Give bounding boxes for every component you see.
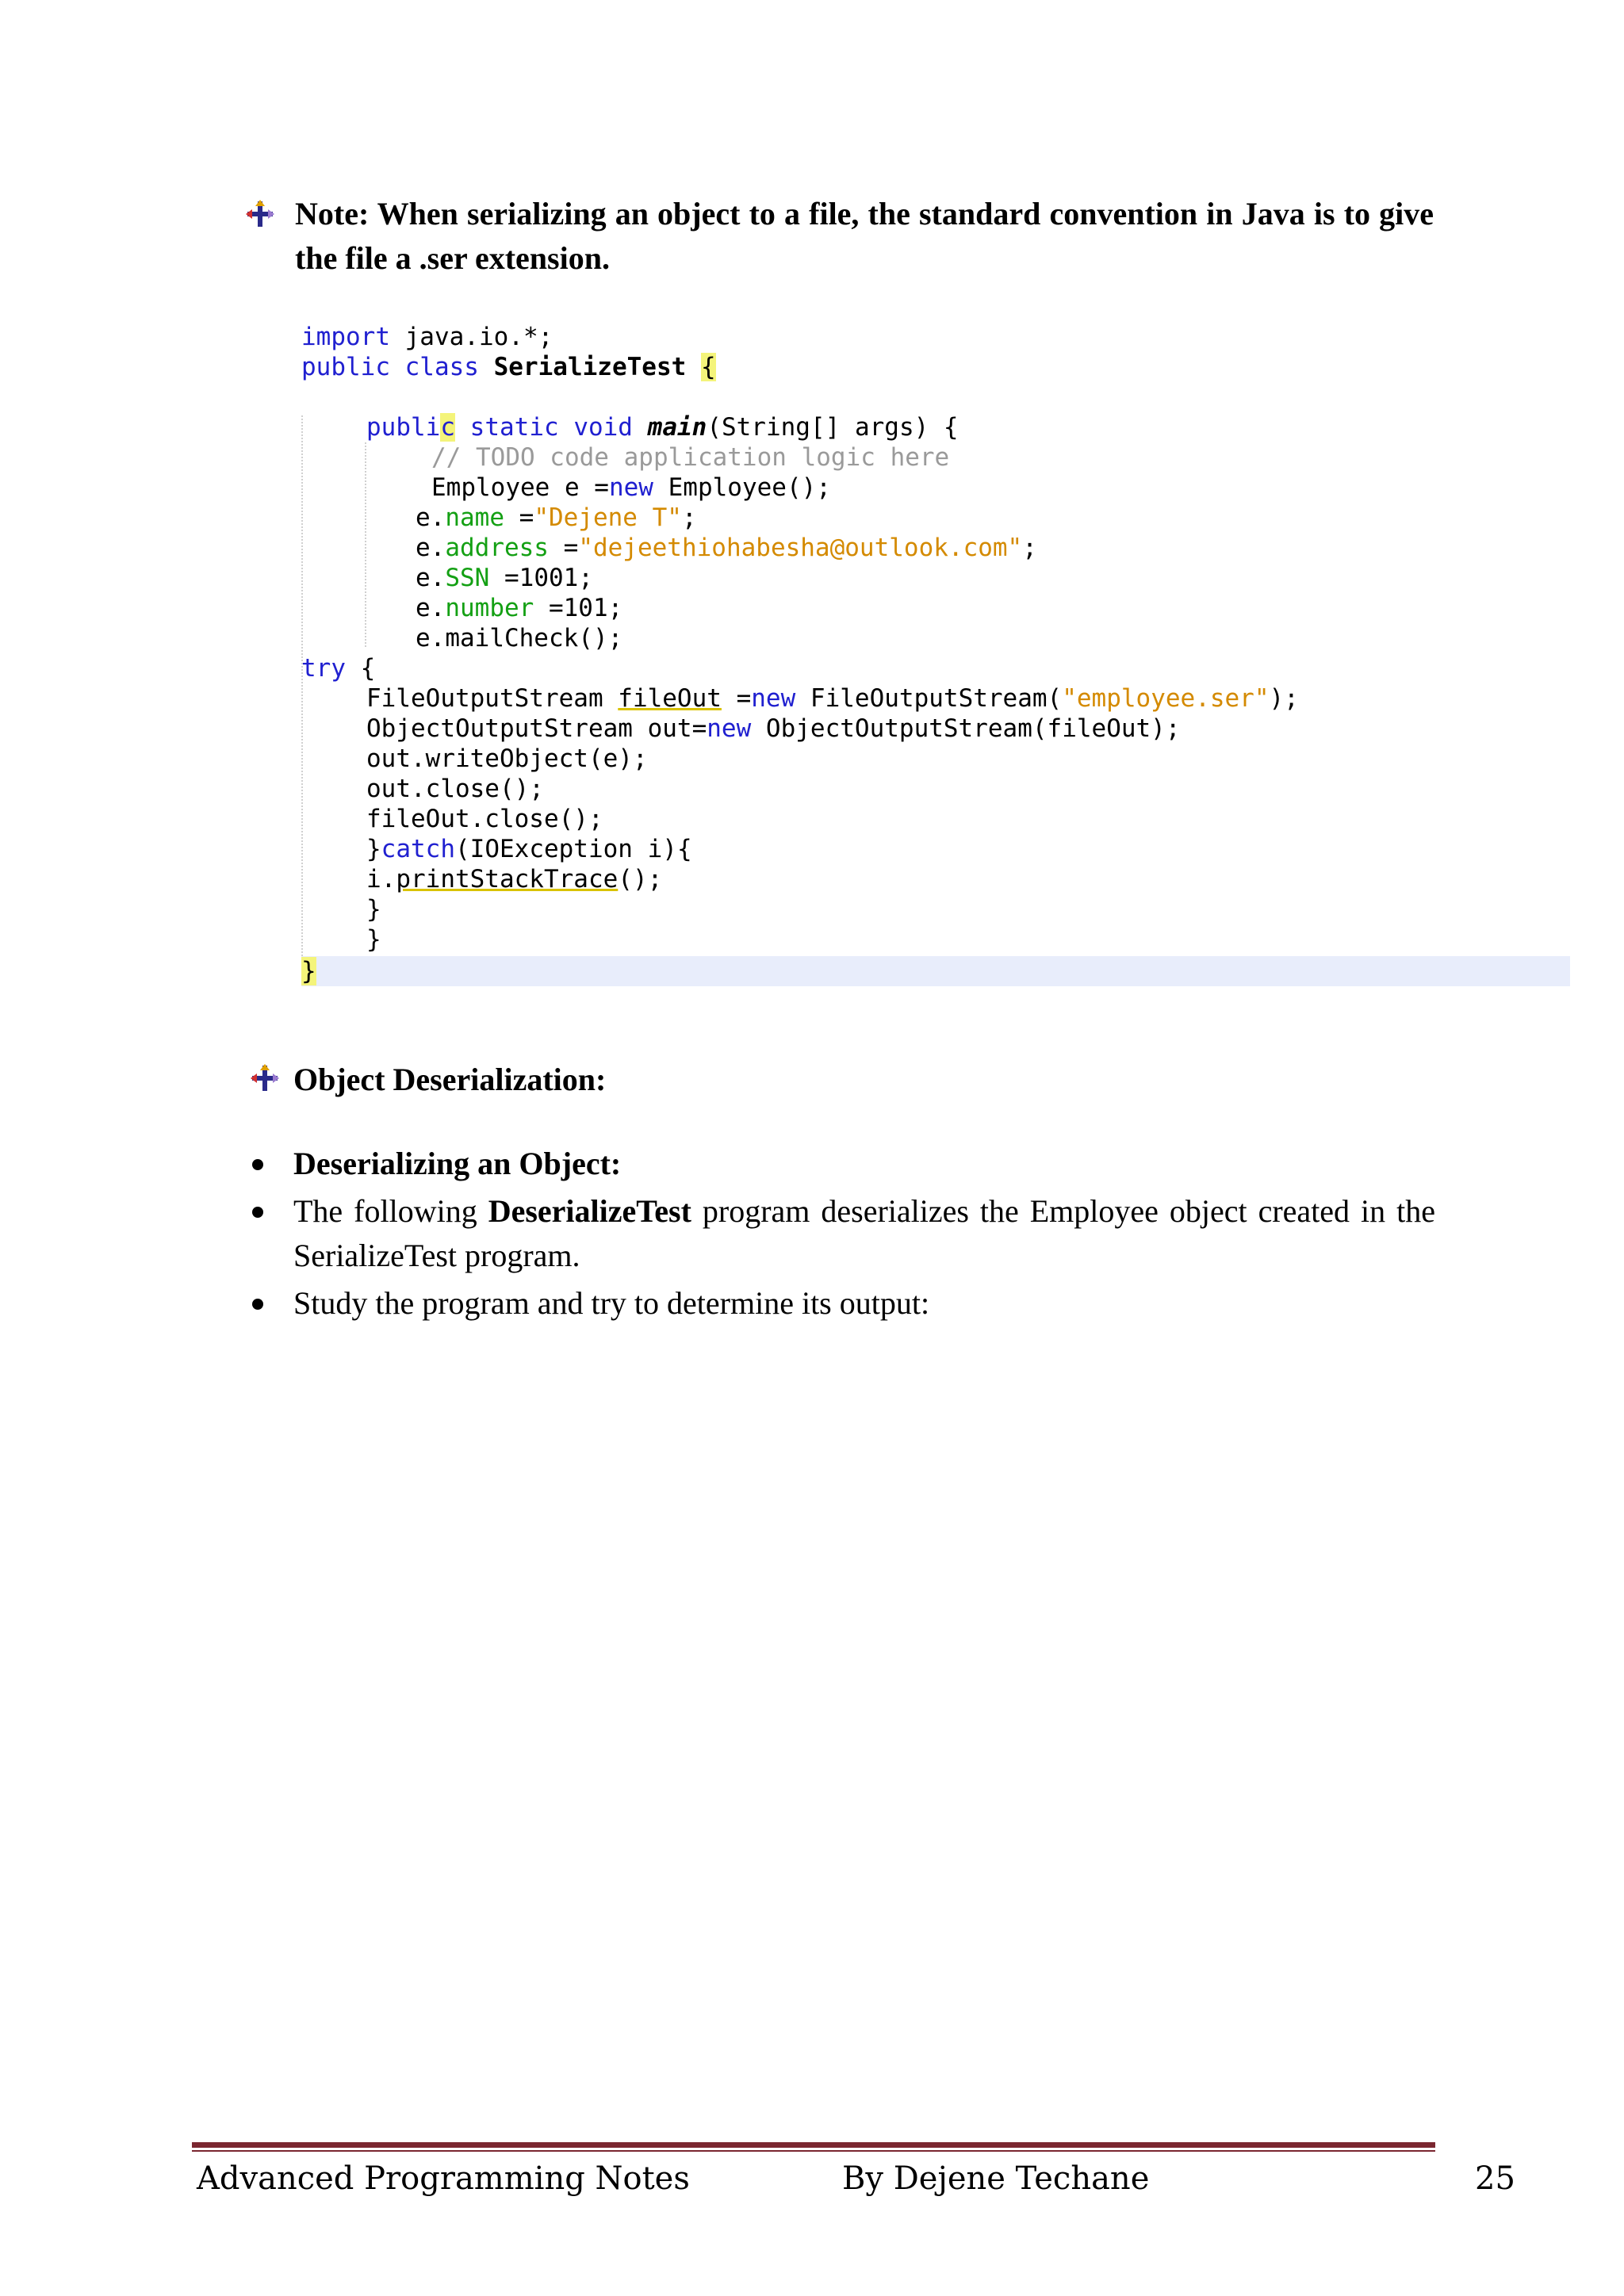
page-number: 25 [1475, 2160, 1515, 2197]
code-line: e.mailCheck(); [416, 624, 623, 652]
code-line: import java.io.*; [301, 323, 553, 351]
code-line: FileOutputStream fileOut =new FileOutputStream("employee.ser"); [366, 684, 1299, 713]
code-line: e.SSN =1001; [416, 564, 593, 592]
code-line: ObjectOutputStream out=new ObjectOutputStream(fileOut); [366, 714, 1181, 743]
code-line: fileOut.close(); [366, 805, 603, 833]
footer-title: Advanced Programming Notes [197, 2160, 690, 2197]
arrow-bullet-icon [251, 1064, 279, 1093]
code-line: public class SerializeTest { [301, 353, 716, 381]
bullet-list [246, 1142, 1435, 1329]
code-gutter-guide-inner [365, 442, 366, 647]
serialization-note: Note: When serializing an object to a file, the standard convention in Java is to give the file a .ser extension. [295, 196, 1434, 276]
code-line: out.writeObject(e); [366, 744, 648, 773]
list-item: The following DeserializeTest program deserializes the Employee object created in the SerializeTest program. [246, 1189, 1435, 1278]
code-line: } [301, 957, 316, 985]
section-heading: Object Deserialization: [293, 1062, 607, 1097]
bullet-dot [252, 1299, 263, 1310]
code-screenshot [254, 314, 1573, 988]
code-line: e.name ="Dejene T"; [416, 503, 697, 532]
code-gutter-guide [301, 415, 303, 978]
code-line: try { [301, 654, 376, 683]
code-line: e.address ="dejeethiohabesha@outlook.com"; [416, 534, 1037, 562]
bullet-dot [252, 1207, 263, 1218]
footer-author: By Dejene Techane [842, 2160, 1150, 2197]
list-item: Deserializing an Object: [246, 1142, 1435, 1186]
arrow-bullet-icon [246, 200, 274, 228]
code-line: } [366, 925, 381, 954]
code-line: }catch(IOException i){ [366, 835, 692, 863]
code-line: Employee e =new Employee(); [431, 473, 831, 502]
code-line: i.printStackTrace(); [366, 865, 663, 894]
list-item: Study the program and try to determine its output: [246, 1281, 1435, 1326]
code-line: out.close(); [366, 775, 544, 803]
code-line: } [366, 895, 381, 924]
current-line-highlight [301, 956, 1570, 986]
code-comment: // TODO code application logic here [431, 443, 950, 472]
code-line: e.number =101; [416, 594, 623, 622]
code-line: public static void main(String[] args) { [366, 413, 959, 442]
footer-rule [192, 2142, 1435, 2152]
bullet-dot [252, 1159, 263, 1170]
